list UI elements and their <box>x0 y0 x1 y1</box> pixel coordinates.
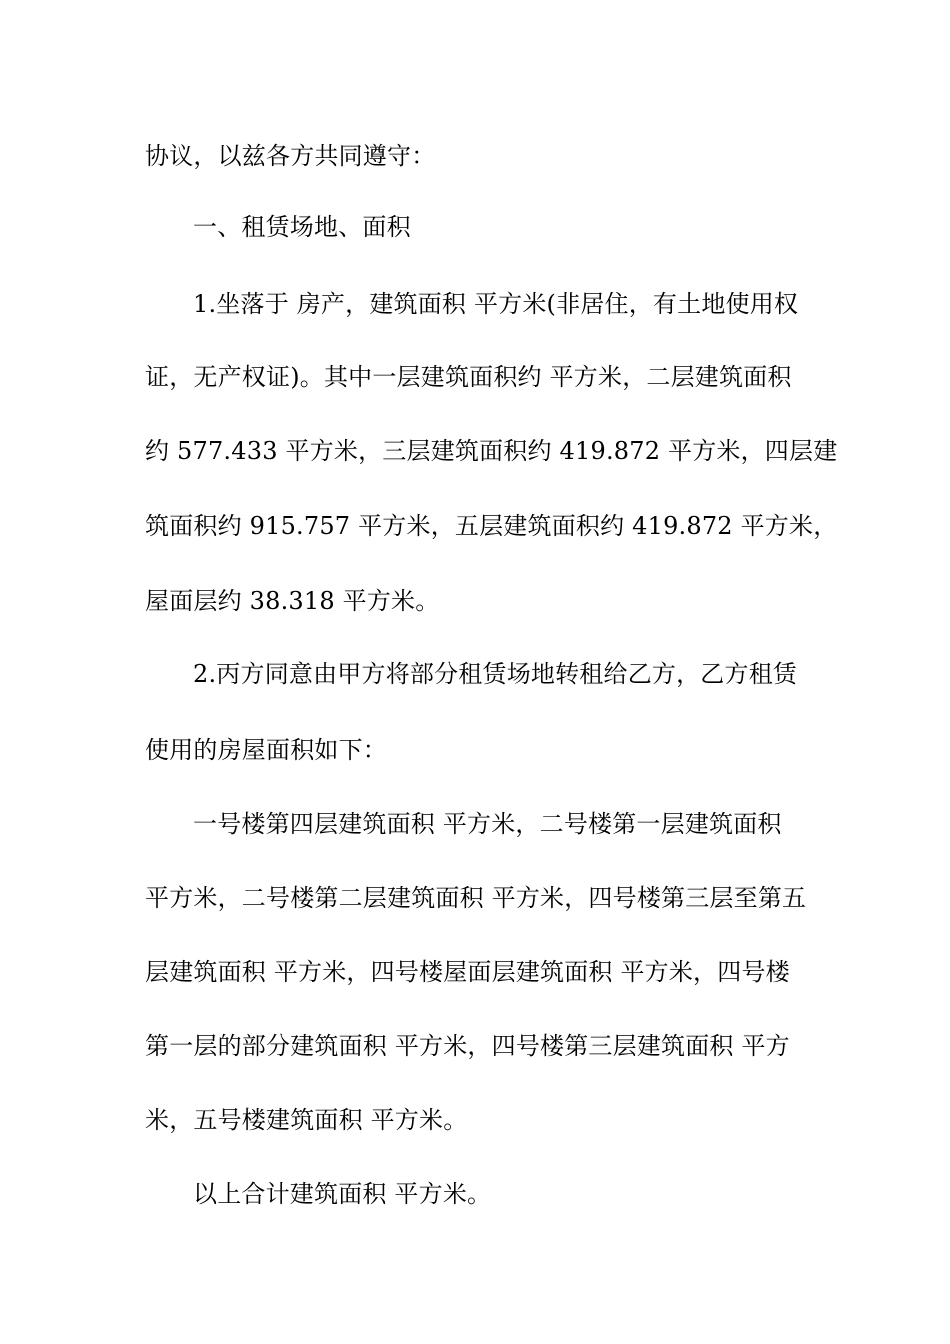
body-text-line: 第一层的部分建筑面积 平方米，四号楼第三层建筑面积 平方 <box>145 1032 790 1060</box>
body-text-line: 2.丙方同意由甲方将部分租赁场地转租给乙方，乙方租赁 <box>193 660 798 688</box>
section-heading: 一、租赁场地、面积 <box>193 213 411 241</box>
body-text-line: 筑面积约 915.757 平方米，五层建筑面积约 419.872 平方米， <box>145 512 838 540</box>
body-text-line: 1.坐落于 房产，建筑面积 平方米(非居住，有土地使用权 <box>193 290 799 318</box>
body-text-line: 约 577.433 平方米，三层建筑面积约 419.872 平方米，四层建 <box>145 437 838 465</box>
body-text-line: 层建筑面积 平方米，四号楼屋面层建筑面积 平方米，四号楼 <box>145 958 790 986</box>
body-text-line: 以上合计建筑面积 平方米。 <box>193 1180 492 1208</box>
body-text-line: 证，无产权证)。其中一层建筑面积约 平方米，二层建筑面积 <box>145 363 792 391</box>
body-text-line: 平方米，二号楼第二层建筑面积 平方米，四号楼第三层至第五 <box>145 884 807 912</box>
body-text-line: 协议，以兹各方共同遵守： <box>145 142 436 170</box>
body-text-line: 米，五号楼建筑面积 平方米。 <box>145 1106 468 1134</box>
body-text-line: 屋面层约 38.318 平方米。 <box>145 587 440 615</box>
body-text-line: 使用的房屋面积如下： <box>145 736 387 764</box>
body-text-line: 一号楼第四层建筑面积 平方米，二号楼第一层建筑面积 <box>193 810 782 838</box>
